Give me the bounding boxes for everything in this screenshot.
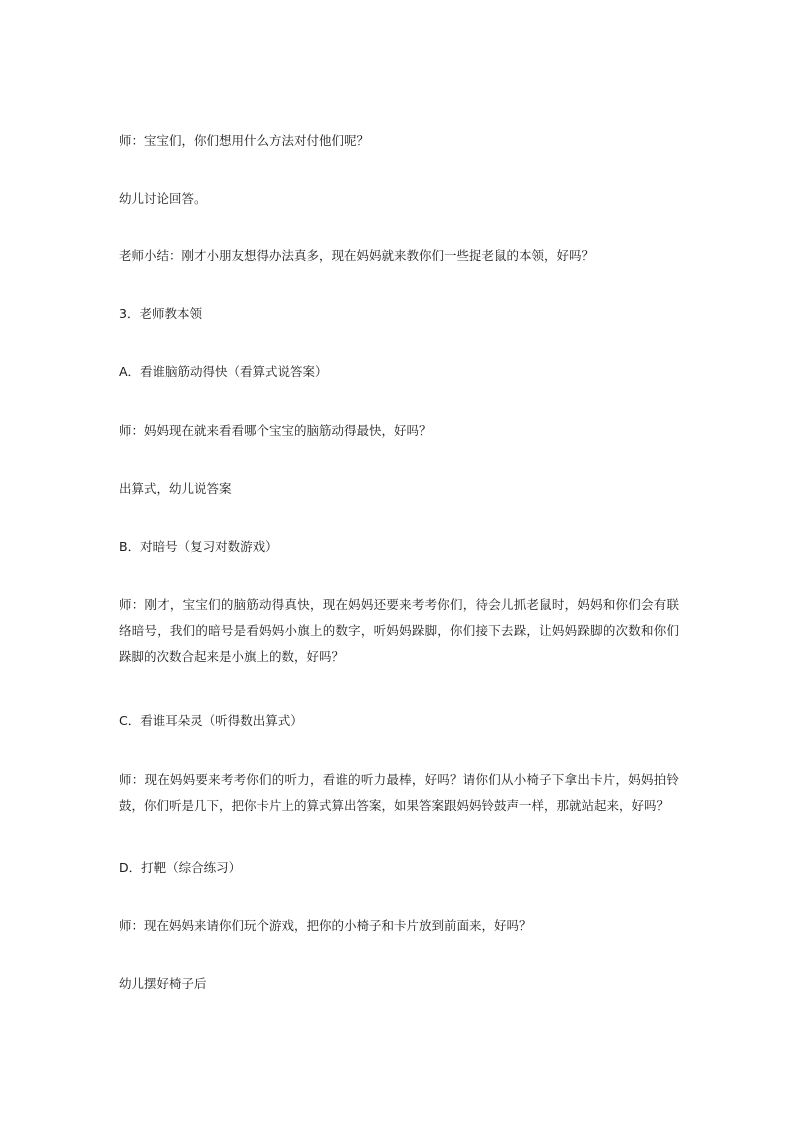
- paragraph-teacher-question: 师：宝宝们，你们想用什么方法对付他们呢？: [119, 133, 370, 148]
- paragraph-d-teacher: 师：现在妈妈来请你们玩个游戏，把你的小椅子和卡片放到前面来，好吗？: [119, 918, 532, 933]
- section-heading-teach-skills: 3．老师教本领: [119, 306, 202, 321]
- subheading-b: B．对暗号（复习对数游戏）: [119, 539, 278, 554]
- subheading-a: A．看谁脑筋动得快（看算式说答案）: [119, 364, 328, 379]
- paragraph-b-teacher: 师：刚才，宝宝们的脑筋动得真快，现在妈妈还要来考考你们，待会儿抓老鼠时，妈妈和你们会有联络暗号，我们的暗号是看妈妈小旗上的数字，听妈妈跺脚，你们接下去跺，让妈妈跺脚的次数和你们跺脚的次数合起来是小旗上的数，好吗？: [119, 597, 679, 664]
- paragraph-c-teacher: 师：现在妈妈要来考考你们的听力，看谁的听力最棒，好吗？请你们从小椅子下拿出卡片，妈妈拍铃鼓，你们听是几下，把你卡片上的算式算出答案，如果答案跟妈妈铃鼓声一样，那就站起来，好吗？: [119, 772, 679, 813]
- subheading-d: D．打靶（综合练习）: [119, 860, 242, 875]
- paragraph-teacher-summary: 老师小结：刚才小朋友想得办法真多，现在妈妈就来教你们一些捉老鼠的本领，好吗？: [119, 248, 595, 263]
- paragraph-children-discuss: 幼儿讨论回答。: [119, 191, 207, 206]
- paragraph-a-activity: 出算式，幼儿说答案: [119, 481, 232, 496]
- paragraph-a-teacher: 师：妈妈现在就来看看哪个宝宝的脑筋动得最快，好吗？: [119, 423, 432, 438]
- subheading-c: C．看谁耳朵灵（听得数出算式）: [119, 713, 303, 728]
- paragraph-d-activity: 幼儿摆好椅子后: [119, 976, 207, 991]
